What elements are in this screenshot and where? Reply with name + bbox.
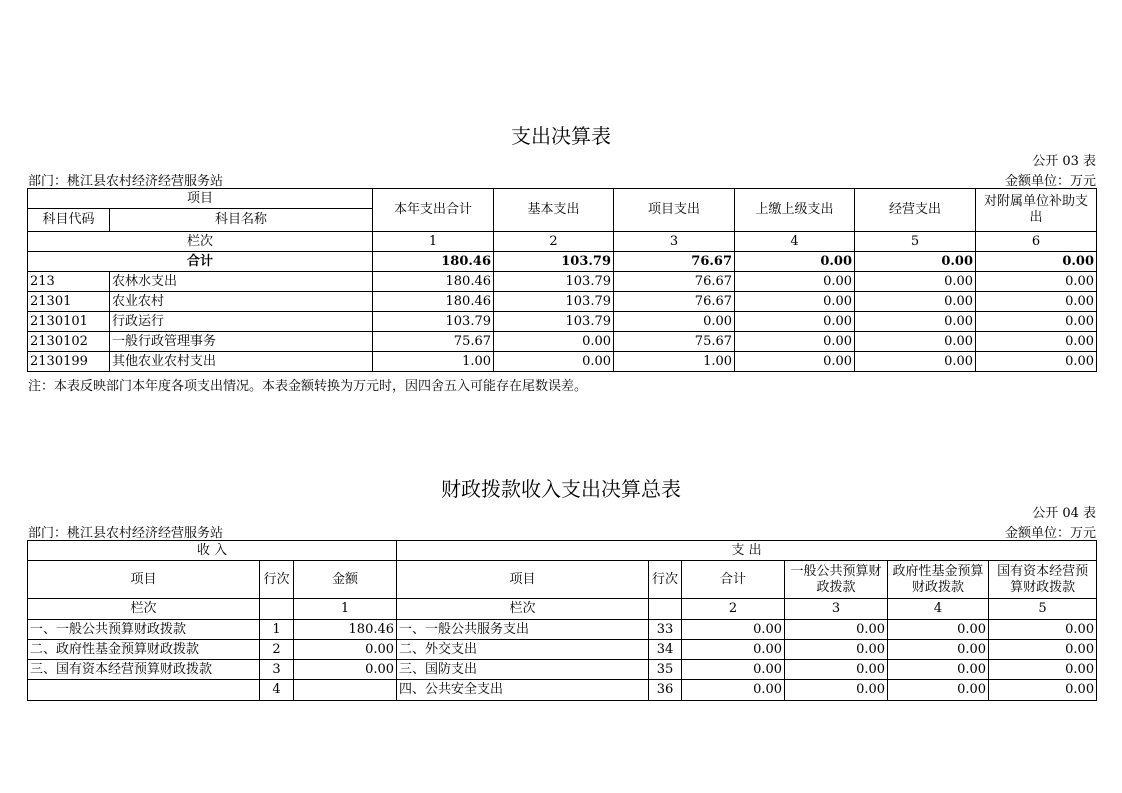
cell-value: 0.00 [989, 620, 1097, 640]
cell-value: 0.00 [614, 312, 735, 332]
cell-in-amount: 0.00 [294, 640, 397, 660]
col-num: 2 [682, 599, 785, 620]
t1-note: 注：本表反映部门本年度各项支出情况。本表金额转换为万元时，因四舍五入可能存在尾数误差。 [28, 379, 588, 394]
table-row [28, 292, 1097, 312]
cell-ex-no: 34 [649, 640, 682, 660]
t2-code: 公开 04 表 [1032, 506, 1096, 521]
cell-value: 0.00 [785, 680, 888, 701]
cell-value: 0.00 [682, 620, 785, 640]
cell-value: 0.00 [735, 312, 855, 332]
cell-in-no: 4 [260, 680, 294, 701]
cell-value: 0.00 [735, 352, 855, 372]
table-row [28, 660, 1097, 680]
col-num: 2 [494, 232, 614, 252]
hdr-state-capital: 国有资本经营预算财政拨款 [989, 561, 1097, 599]
cell-value: 0.00 [989, 660, 1097, 680]
hdr-in-amount: 金额 [294, 561, 397, 599]
col-num: 5 [989, 599, 1097, 620]
cell-value: 0.00 [494, 332, 614, 352]
col-num: 4 [735, 232, 855, 252]
hdr-name: 科目名称 [110, 209, 373, 232]
cell-value: 0.00 [682, 640, 785, 660]
cell-name: 行政运行 [110, 312, 373, 332]
cell-value: 1.00 [614, 352, 735, 372]
cell-name: 农业农村 [110, 292, 373, 312]
cell-in-no: 2 [260, 640, 294, 660]
empty-cell [649, 599, 682, 620]
cell-value: 103.79 [373, 312, 494, 332]
hdr-ex-hangci: 行次 [649, 561, 682, 599]
col-num: 3 [785, 599, 888, 620]
cell-value: 0.00 [494, 352, 614, 372]
total-label: 合计 [28, 252, 373, 272]
cell-code: 2130101 [28, 312, 110, 332]
hdr-ex-total: 合计 [682, 561, 785, 599]
cell-value: 0.00 [989, 680, 1097, 701]
cell-value: 0.00 [976, 272, 1097, 292]
cell-code: 2130199 [28, 352, 110, 372]
hdr-lanci: 栏次 [397, 599, 649, 620]
cell-value: 0.00 [976, 292, 1097, 312]
hdr-in-hangci: 行次 [260, 561, 294, 599]
cell-value: 76.67 [614, 272, 735, 292]
hdr-col-2: 基本支出 [494, 189, 614, 232]
hdr-lanci: 栏次 [28, 232, 373, 252]
cell-value: 0.00 [855, 252, 976, 272]
col-num: 1 [294, 599, 397, 620]
cell-value: 103.79 [494, 312, 614, 332]
cell-value: 103.79 [494, 292, 614, 312]
total-row [28, 252, 1097, 272]
table-row [28, 332, 1097, 352]
hdr-expense: 支 出 [397, 541, 1097, 561]
hdr-code: 科目代码 [28, 209, 110, 232]
cell-ex-no: 35 [649, 660, 682, 680]
col-num: 3 [614, 232, 735, 252]
cell-value: 180.46 [373, 292, 494, 312]
cell-value: 0.00 [682, 660, 785, 680]
cell-ex-item: 三、国防支出 [397, 660, 649, 680]
fiscal-summary-table [27, 540, 1097, 701]
hdr-col-5: 经营支出 [855, 189, 976, 232]
table-row [28, 272, 1097, 292]
t1-code: 公开 03 表 [1032, 154, 1096, 169]
cell-value: 180.46 [373, 272, 494, 292]
table-row [28, 352, 1097, 372]
cell-ex-item: 四、公共安全支出 [397, 680, 649, 701]
cell-in-item: 三、国有资本经营预算财政拨款 [28, 660, 260, 680]
hdr-income: 收 入 [28, 541, 397, 561]
hdr-col-1: 本年支出合计 [373, 189, 494, 232]
cell-value: 0.00 [888, 640, 989, 660]
cell-value: 0.00 [855, 332, 976, 352]
cell-value: 0.00 [855, 312, 976, 332]
cell-value: 0.00 [976, 332, 1097, 352]
cell-value: 0.00 [989, 640, 1097, 660]
cell-value: 0.00 [735, 252, 855, 272]
cell-value: 0.00 [735, 292, 855, 312]
cell-value: 0.00 [888, 680, 989, 701]
cell-in-no: 3 [260, 660, 294, 680]
table-row [28, 680, 1097, 701]
cell-ex-item: 一、一般公共服务支出 [397, 620, 649, 640]
col-num: 4 [888, 599, 989, 620]
table-row [28, 620, 1097, 640]
cell-value: 103.79 [494, 272, 614, 292]
cell-value: 1.00 [373, 352, 494, 372]
cell-in-amount [294, 680, 397, 701]
t2-title: 财政拨款收入支出决算总表 [441, 477, 681, 501]
hdr-gov-fund: 政府性基金预算财政拨款 [888, 561, 989, 599]
cell-value: 76.67 [614, 292, 735, 312]
cell-code: 2130102 [28, 332, 110, 352]
cell-value: 75.67 [373, 332, 494, 352]
cell-value: 0.00 [735, 272, 855, 292]
hdr-col-6: 对附属单位补助支出 [976, 189, 1097, 232]
t1-dept: 部门：桃江县农村经济经营服务站 [28, 174, 224, 189]
cell-ex-no: 33 [649, 620, 682, 640]
cell-value: 75.67 [614, 332, 735, 352]
t1-unit: 金额单位：万元 [1004, 174, 1096, 189]
cell-value: 0.00 [855, 292, 976, 312]
col-num: 5 [855, 232, 976, 252]
empty-cell [260, 599, 294, 620]
cell-name: 农林水支出 [110, 272, 373, 292]
cell-value: 0.00 [976, 312, 1097, 332]
cell-name: 其他农业农村支出 [110, 352, 373, 372]
cell-value: 0.00 [976, 352, 1097, 372]
cell-value: 0.00 [855, 272, 976, 292]
cell-value: 0.00 [785, 660, 888, 680]
hdr-lanci: 栏次 [28, 599, 260, 620]
col-num: 1 [373, 232, 494, 252]
cell-in-no: 1 [260, 620, 294, 640]
hdr-project: 项目 [28, 189, 373, 209]
expense-table [27, 188, 1097, 372]
cell-in-item: 二、政府性基金预算财政拨款 [28, 640, 260, 660]
col-num: 6 [976, 232, 1097, 252]
cell-name: 一般行政管理事务 [110, 332, 373, 352]
table-row [28, 640, 1097, 660]
cell-in-amount: 0.00 [294, 660, 397, 680]
t1-title: 支出决算表 [511, 124, 611, 148]
cell-value: 0.00 [888, 620, 989, 640]
cell-in-amount: 180.46 [294, 620, 397, 640]
cell-value: 180.46 [373, 252, 494, 272]
table-row [28, 312, 1097, 332]
cell-value: 76.67 [614, 252, 735, 272]
cell-code: 21301 [28, 292, 110, 312]
hdr-ex-project: 项目 [397, 561, 649, 599]
cell-value: 0.00 [855, 352, 976, 372]
cell-ex-no: 36 [649, 680, 682, 701]
cell-ex-item: 二、外交支出 [397, 640, 649, 660]
cell-value: 0.00 [888, 660, 989, 680]
cell-value: 0.00 [785, 620, 888, 640]
cell-code: 213 [28, 272, 110, 292]
cell-in-item: 一、一般公共预算财政拨款 [28, 620, 260, 640]
cell-value: 0.00 [682, 680, 785, 701]
hdr-col-4: 上缴上级支出 [735, 189, 855, 232]
cell-in-item [28, 680, 260, 701]
hdr-in-project: 项目 [28, 561, 260, 599]
t2-unit: 金额单位：万元 [1004, 526, 1096, 541]
hdr-general-budget: 一般公共预算财政拨款 [785, 561, 888, 599]
cell-value: 0.00 [976, 252, 1097, 272]
cell-value: 0.00 [735, 332, 855, 352]
cell-value: 0.00 [785, 640, 888, 660]
cell-value: 103.79 [494, 252, 614, 272]
t2-dept: 部门：桃江县农村经济经营服务站 [28, 526, 224, 541]
hdr-col-3: 项目支出 [614, 189, 735, 232]
